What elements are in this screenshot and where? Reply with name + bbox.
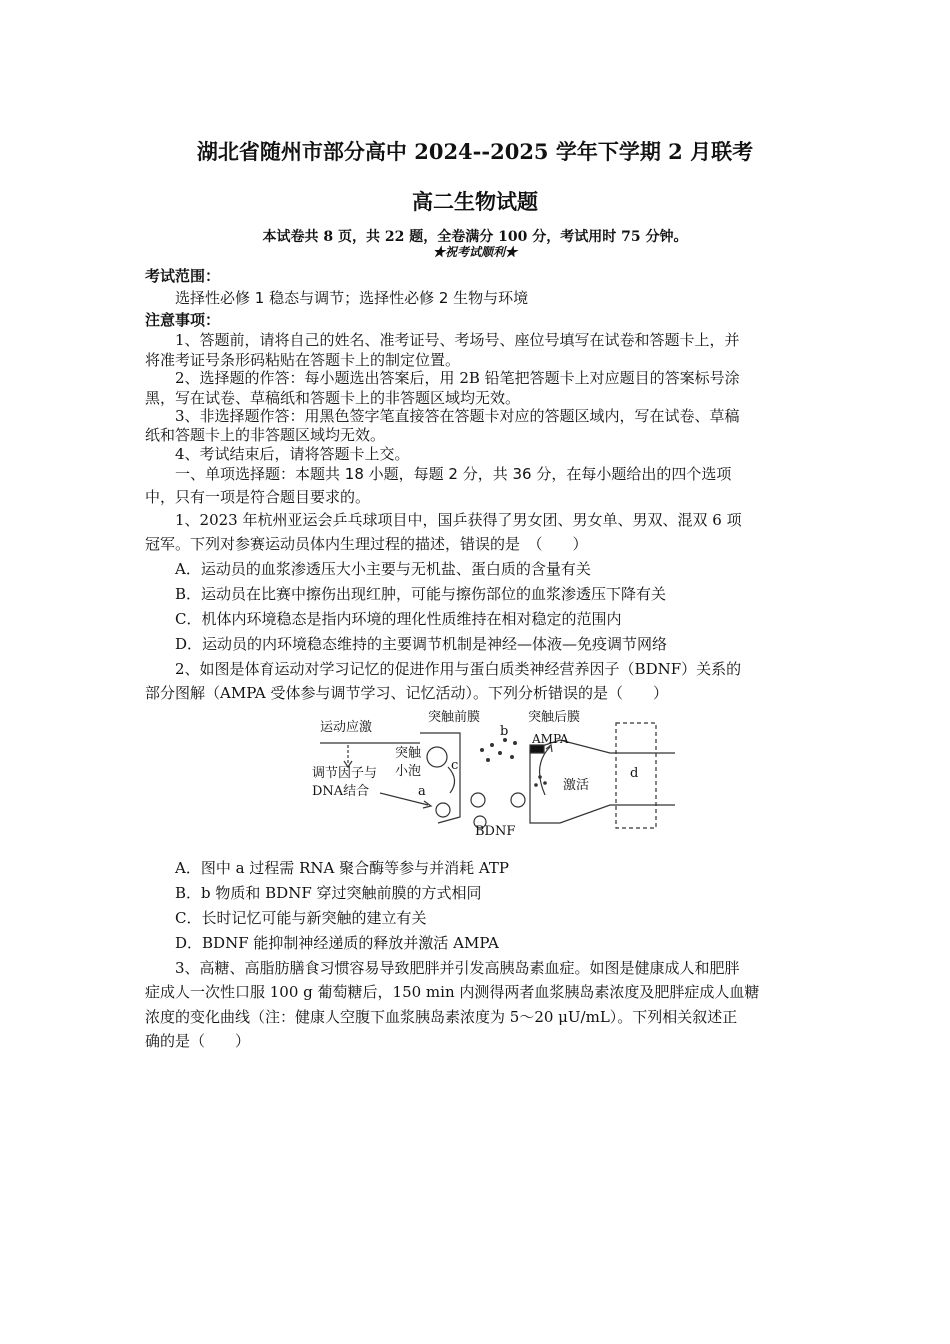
fig-label-postsyn: 突触后膜 [528,710,581,725]
q1-option-a: A．运动员的血浆渗透压大小主要与无机盐、蛋白质的含量有关 [175,560,591,578]
note-2a: 2、选择题的作答：每小题选出答案后，用 2B 铅笔把答题卡上对应题目的答案标号涂 [175,369,740,387]
q2-option-b: B．b 物质和 BDNF 穿过突触前膜的方式相同 [175,884,482,902]
note-2b: 黑，写在试卷、草稿纸和答题卡上的非答题区域均无效。 [145,389,521,407]
q1-stem-a: 1、2023 年杭州亚运会乒乓球项目中，国乒获得了男女团、男女单、男双、混双 6 项 [175,511,742,529]
scope-text: 选择性必修 1 稳态与调节；选择性必修 2 生物与环境 [175,289,529,307]
exam-info: 本试卷共 8 页，共 22 题，全卷满分 100 分，考试用时 75 分钟。 [262,229,688,245]
q1-option-b: B．运动员在比赛中擦伤出现红肿，可能与擦伤部位的血浆渗透压下降有关 [175,585,667,603]
q2-option-d: D．BDNF 能抑制神经递质的释放并激活 AMPA [175,934,499,952]
exam-title: 湖北省随州市部分高中 2024--2025 学年下学期 2 月联考 [196,139,754,164]
postsynaptic-membrane [530,750,675,823]
section-heading-a: 一、单项选择题：本题共 18 小题，每题 2 分，共 36 分，在每小题给出的四个选项 [175,465,732,483]
q1-option-c: C．机体内环境稳态是指内环境的理化性质维持在相对稳定的范围内 [175,610,622,628]
exam-wish: ★祝考试顺利★ [432,245,517,259]
fig-label-stimulus: 运动应激 [320,720,373,735]
q2-option-a: A．图中 a 过程需 RNA 聚合酶等参与并消耗 ATP [175,859,509,877]
q2-stem-a: 2、如图是体育运动对学习记忆的促进作用与蛋白质类神经营养因子（BDNF）关系的 [175,660,742,678]
q3-stem-c: 浓度的变化曲线（注：健康人空腹下血浆胰岛素浓度为 5～20 μU/mL）。下列相关叙述正 [145,1008,738,1026]
fig-label-activate: 激活 [563,778,590,793]
note-3a: 3、非选择题作答：用黑色签字笔直接答在答题卡对应的答题区域内，写在试卷、草稿 [175,407,740,425]
exam-subtitle: 高二生物试题 [412,189,538,214]
fig-label-d: d [630,766,639,781]
q3-stem-d: 确的是（ ） [145,1032,251,1050]
q2-option-c: C．长时记忆可能与新突触的建立有关 [175,909,427,927]
q3-stem-b: 症成人一次性口服 100 g 葡萄糖后，150 min 内测得两者血浆胰岛素浓度及肥胖症成人血糖 [145,983,760,1001]
fig-label-factor1: 调节因子与 [312,766,378,781]
fig-label-bdnf: BDNF [475,824,516,839]
q2-stem-b: 部分图解（AMPA 受体参与调节学习、记忆活动）。下列分析错误的是（ ） [145,684,669,702]
notes-label: 注意事项： [145,311,221,329]
q3-stem-a: 3、高糖、高脂肪膳食习惯容易导致肥胖并引发高胰岛素血症。如图是健康成人和肥胖 [175,959,740,977]
synapse-figure [300,705,675,840]
fig-label-b: b [500,724,509,739]
note-3b: 纸和答题卡上的非答题区域均无效。 [145,426,386,444]
note-4: 4、考试结束后，请将答题卡上交。 [175,445,410,463]
scope-label: 考试范围： [145,267,221,285]
fig-label-ampa: AMPA [532,732,569,746]
note-1b: 将准考证号条形码粘贴在答题卡上的制定位置。 [145,351,461,369]
fig-label-a: a [418,784,426,799]
fig-label-c: c [451,758,459,773]
fig-label-presyn: 突触前膜 [428,710,481,725]
q1-option-d: D．运动员的内环境稳态维持的主要调节机制是神经—体液—免疫调节网络 [175,635,668,653]
q1-stem-b: 冠军。下列对参赛运动员体内生理过程的描述，错误的是 （ ） [145,535,588,553]
fig-label-vesicle2: 小泡 [395,764,422,779]
fig-label-vesicle1: 突触 [395,746,422,761]
section-heading-b: 中，只有一项是符合题目要求的。 [145,488,371,506]
fig-label-factor2: DNA结合 [312,784,370,799]
note-1a: 1、答题前，请将自己的姓名、准考证号、考场号、座位号填写在试卷和答题卡上，并 [175,331,740,349]
